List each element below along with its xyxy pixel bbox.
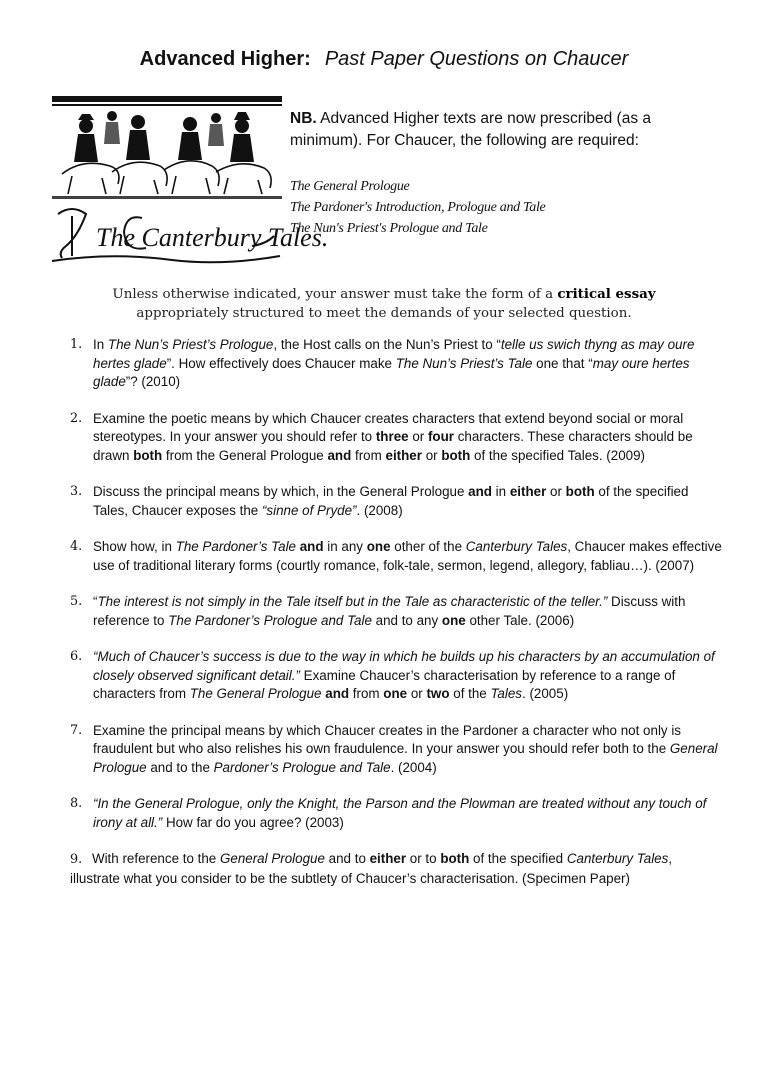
instruction-line-1: Unless otherwise indicated, your answer must take the form of a (112, 287, 554, 302)
questions-list (70, 336, 724, 906)
question-number: 2. (70, 410, 83, 426)
question-text: characters. These characters should be drawn (93, 429, 693, 463)
question-text: How far do you agree? (2003) (162, 814, 344, 830)
question-italic-text: General Prologue (219, 851, 325, 866)
question-number: 7. (70, 722, 83, 738)
question-item (70, 850, 724, 888)
question-emphasis: one (383, 686, 408, 701)
question-number: 4. (70, 539, 83, 554)
question-text: or (407, 686, 427, 701)
question-item (70, 483, 724, 520)
question-emphasis: one (366, 539, 391, 554)
question-italic-text: Tales (490, 686, 522, 701)
question-text: Discuss with reference to (93, 594, 686, 628)
question-text: or (546, 484, 566, 499)
question-text: In (93, 337, 108, 352)
question-text: in any (323, 539, 367, 554)
question-italic-text: The General Prologue (189, 686, 322, 701)
question-text: or (421, 447, 442, 463)
nb-label: NB. (290, 110, 317, 127)
question-number: 6. (70, 649, 83, 664)
question-text: Discuss the principal means by which, in the General Prologue (93, 484, 469, 499)
question-italic-text: The Nun’s Priest’s Prologue (107, 337, 274, 352)
instruction-line-2: appropriately structured to meet the demands of your selected question. (136, 306, 632, 321)
question-emphasis: and (327, 447, 352, 463)
nb-text: Advanced Higher texts are now prescribed (as a minimum). For Chaucer, the following are required: (290, 110, 651, 149)
page-title (0, 48, 768, 71)
required-texts-list (290, 176, 720, 239)
question-item (70, 795, 724, 832)
question-text: and to any (371, 612, 442, 628)
question-emphasis: either (369, 851, 407, 866)
question-text: , Chaucer makes effective use of traditional literary forms (courtly romance, folk-tale, sermon, legend, allegory, fabliau…). (2007) (93, 539, 722, 573)
instruction-bold: critical essay (557, 286, 656, 302)
question-emphasis: and (325, 686, 350, 701)
question-item (70, 538, 724, 575)
question-text: and to (324, 851, 370, 866)
question-italic-text: The Pardoner’s Prologue and Tale (168, 612, 372, 628)
question-text: , illustrate what you consider to be the subtlety of Chaucer’s characterisation. (Specimen Paper) (70, 851, 673, 886)
question-number: 8. (70, 796, 83, 811)
question-text: from the General Prologue (162, 447, 328, 463)
question-text: Examine Chaucer’s characterisation by reference to a range of characters from (93, 667, 676, 701)
question-italic-text: may oure hertes glade (93, 355, 690, 389)
nb-notice (290, 108, 720, 152)
question-emphasis: both (440, 851, 470, 866)
question-item (70, 410, 724, 466)
question-text: , the Host calls on the Nun’s Priest to “ (273, 337, 501, 352)
question-number: 5. (70, 594, 83, 609)
question-text: . (2005) (522, 686, 569, 701)
title-bold: Advanced Higher: (139, 48, 311, 70)
question-item (70, 722, 724, 778)
question-emphasis: one (441, 612, 466, 628)
question-italic-text: “Much of Chaucer’s success is due to the way in which he builds up his characters by an accumulation of closely observed significant detail.” (93, 649, 715, 683)
question-text: from (349, 686, 384, 701)
question-italic-text: “sinne of Pryde” (261, 502, 357, 518)
question-emphasis: and (299, 539, 324, 554)
question-text: “ (93, 594, 98, 609)
question-emphasis: four (427, 429, 454, 444)
question-text: of the (449, 686, 491, 701)
question-emphasis: both (441, 447, 471, 463)
question-text: of the specified (469, 851, 567, 866)
question-italic-text: telle us swich thyng as may oure hertes glade (93, 337, 695, 371)
required-text-item: The Nun's Priest's Prologue and Tale (290, 221, 488, 236)
question-item (70, 648, 724, 704)
question-text: . (2004) (390, 759, 437, 775)
question-text: other Tale. (2006) (465, 612, 575, 628)
question-emphasis: either (509, 484, 547, 499)
question-text: Examine the poetic means by which Chaucer creates characters that extend beyond social or moral stereotypes. In your answer you should refer to (93, 410, 684, 444)
question-text: or to (406, 851, 441, 866)
question-italic-text: General Prologue (93, 741, 718, 775)
question-text: in (491, 484, 510, 499)
question-italic-text: The Nun’s Priest’s Tale (395, 355, 533, 371)
required-text-item: The Pardoner's Introduction, Prologue and Tale (290, 200, 546, 215)
question-text: of the specified Tales, Chaucer exposes the (93, 484, 689, 518)
question-emphasis: three (375, 429, 409, 444)
question-italic-text: “In the General Prologue, only the Knight, the Parson and the Plowman are treated without any touch of irony at all.” (93, 796, 707, 830)
question-emphasis: and (468, 484, 492, 499)
question-text: one that “ (532, 355, 593, 371)
question-italic-text: The Pardoner’s Tale (175, 539, 296, 554)
title-italic: Past Paper Questions on Chaucer (324, 48, 629, 70)
question-emphasis: two (426, 686, 450, 701)
question-text: ”. How effectively does Chaucer make (166, 355, 396, 371)
question-text: Examine the principal means by which Chaucer creates in the Pardoner a character who not only is fraudulent but who also relishes his own fraudulence. In your answer you should refer both to the (93, 722, 682, 756)
question-item (70, 593, 724, 630)
question-text: of the specified Tales. (2009) (470, 447, 646, 463)
required-text-item: The General Prologue (290, 179, 410, 194)
question-emphasis: either (385, 447, 422, 463)
woodcut-caption: The Canterbury Tales. (96, 223, 329, 252)
question-text: ”? (2010) (125, 374, 181, 389)
question-text: or (408, 429, 428, 444)
question-number: 1. (70, 337, 83, 352)
essay-instruction (70, 285, 698, 323)
question-text: from (351, 447, 386, 463)
question-emphasis: both (133, 447, 163, 463)
question-text: Show how, in (93, 539, 176, 554)
question-number: 3. (70, 484, 83, 499)
question-number: 9. (70, 852, 83, 867)
question-text: With reference to the (88, 851, 220, 866)
question-text: . (2008) (356, 502, 403, 518)
question-italic-text: The interest is not simply in the Tale itself but in the Tale as characteristic of the teller.” (97, 594, 608, 609)
question-italic-text: Canterbury Tales (465, 539, 568, 554)
question-text: and to the (146, 759, 214, 775)
question-italic-text: Canterbury Tales (566, 851, 669, 866)
question-emphasis: both (565, 484, 595, 499)
question-text: other of the (390, 539, 466, 554)
question-italic-text: Pardoner’s Prologue and Tale (213, 759, 391, 775)
question-item (70, 336, 724, 392)
